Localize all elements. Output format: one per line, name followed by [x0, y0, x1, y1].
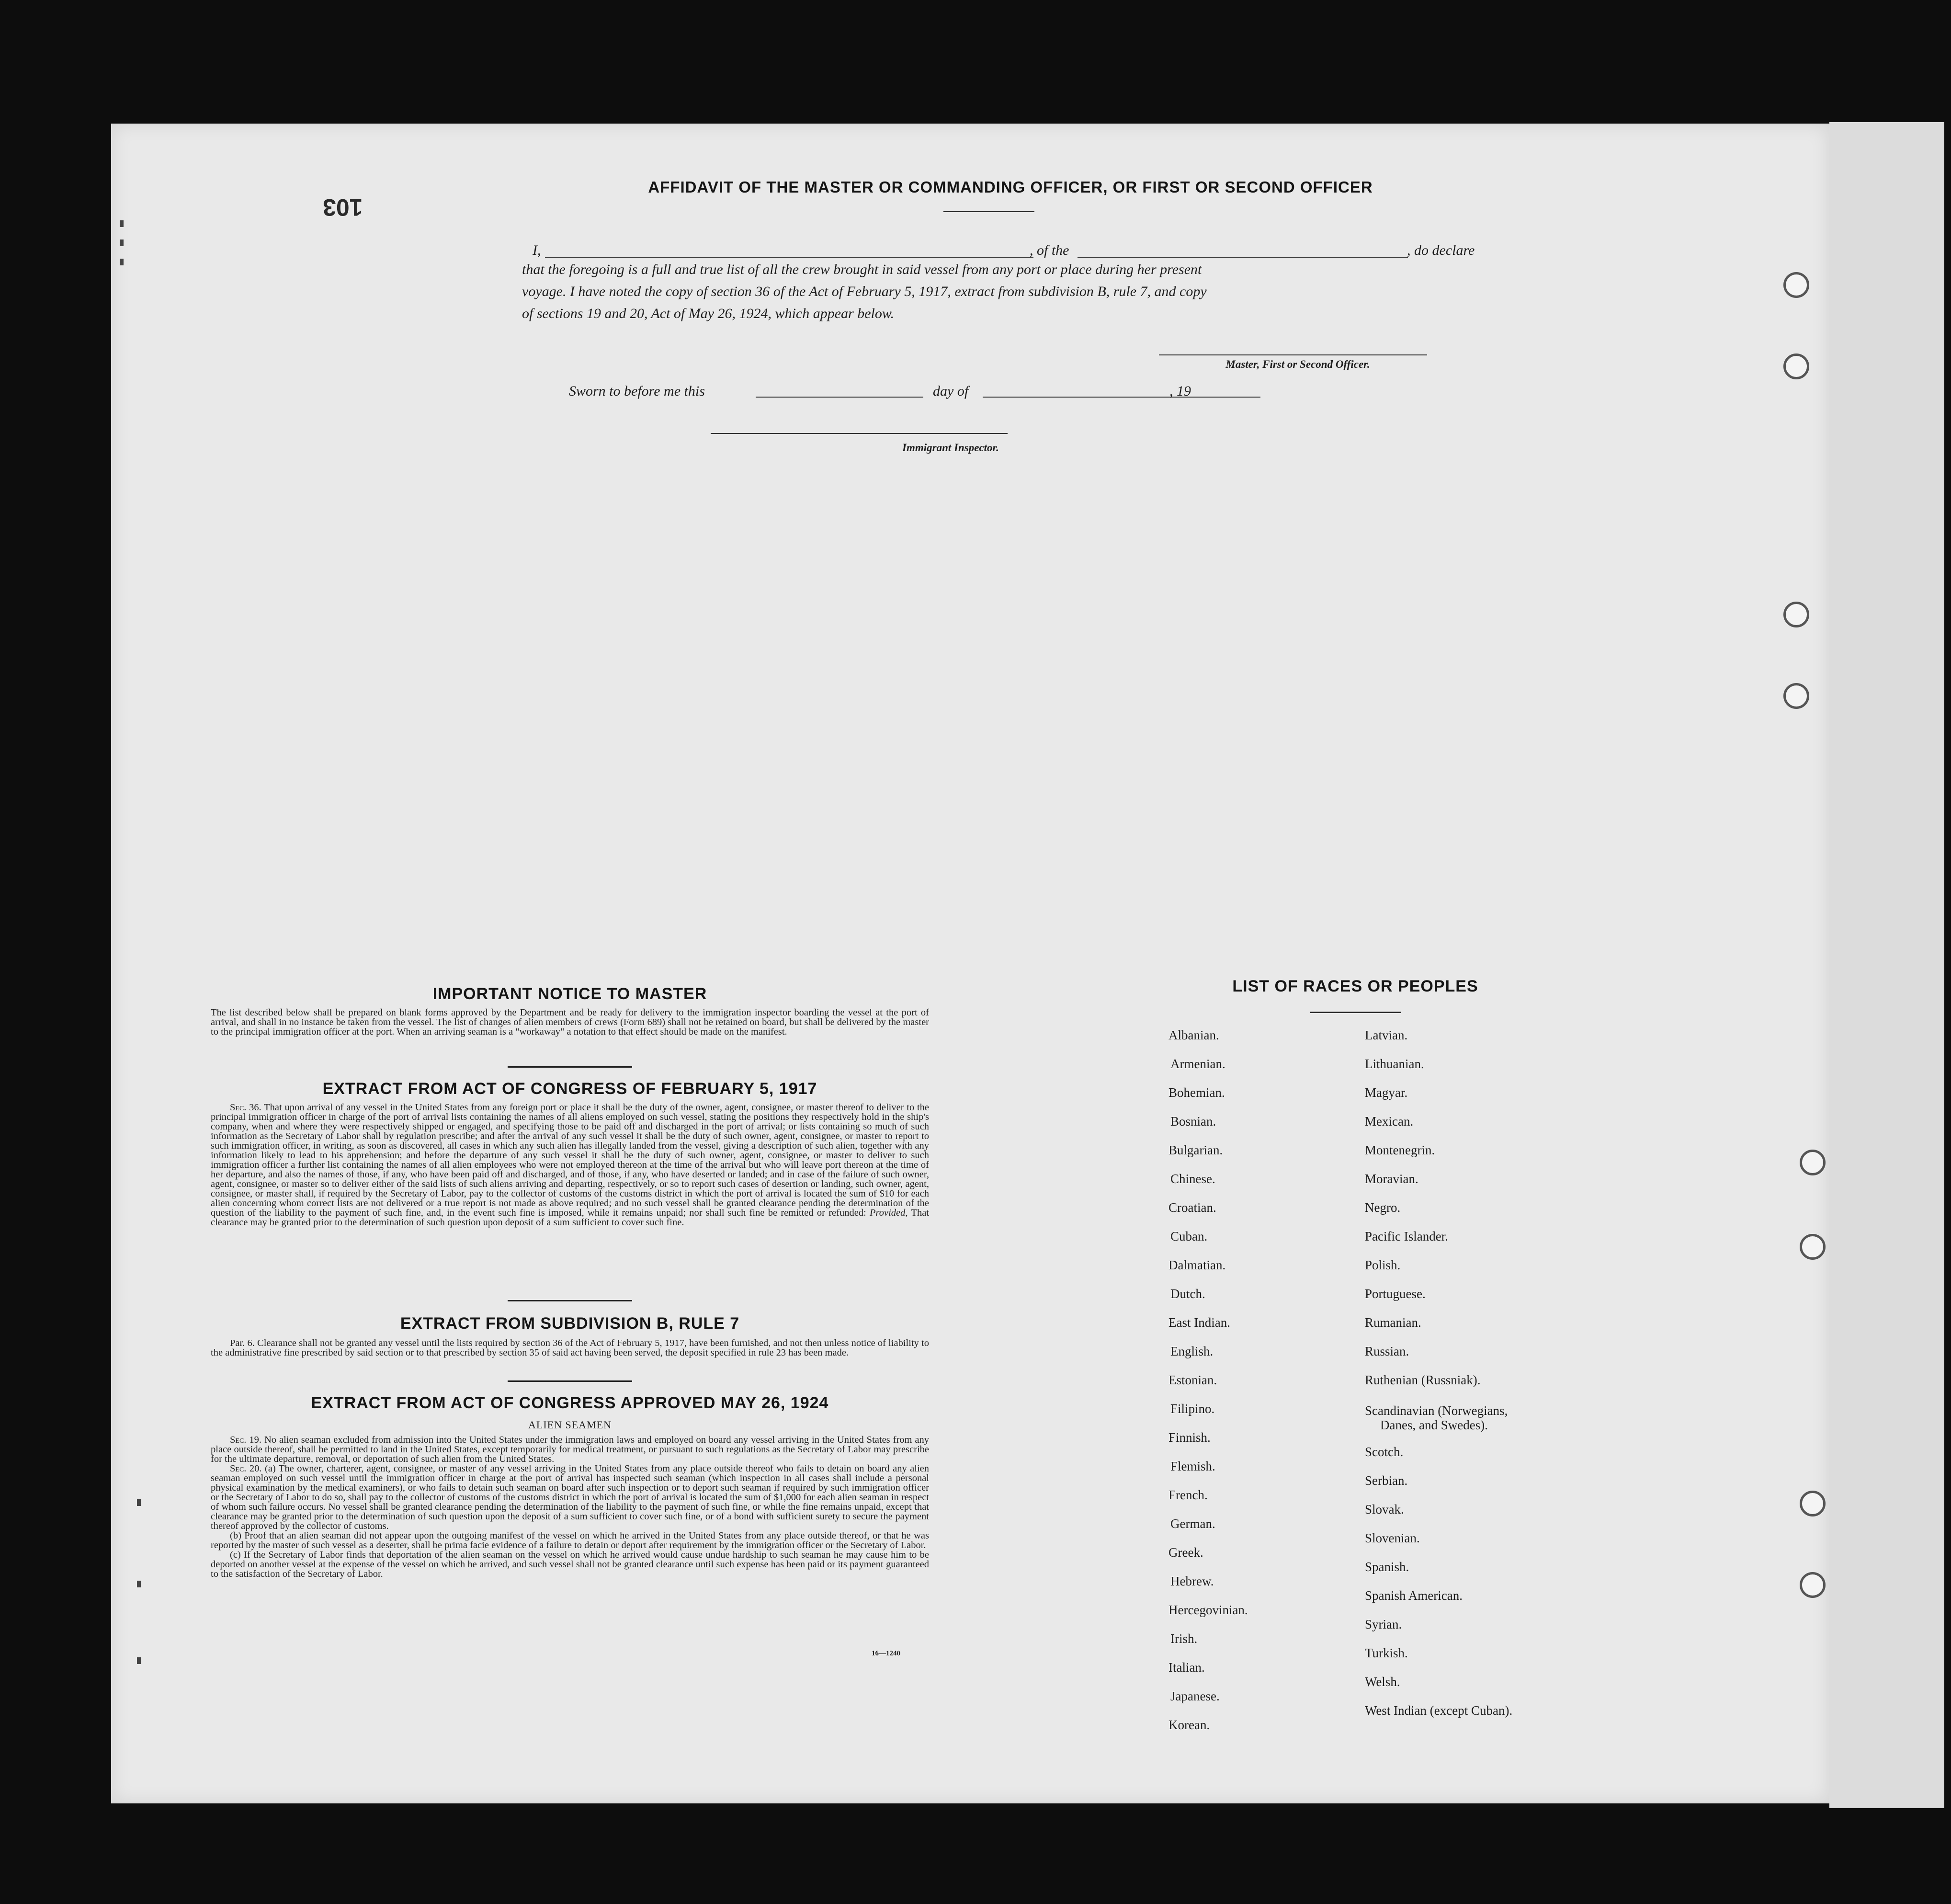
provided-label: Provided, — [870, 1208, 908, 1218]
vessel-name-blank — [1078, 257, 1408, 258]
perforation-mark — [137, 1657, 141, 1664]
race-item: Flemish. — [1170, 1459, 1215, 1473]
race-item: Cuban. — [1170, 1229, 1208, 1243]
affidavit-text-line3: voyage. I have noted the copy of section 36 of the Act of February 5, 1917, extract from subdivision B, rule 7, and copy — [522, 284, 1207, 299]
affidavit-declarant-line — [522, 239, 1480, 261]
divider — [508, 1066, 632, 1068]
race-item: Scandinavian (Norwegians, — [1365, 1403, 1508, 1418]
affidavit-do-declare-label: , do declare — [1407, 242, 1475, 258]
race-item: Japanese. — [1170, 1689, 1220, 1703]
race-item: Filipino. — [1170, 1402, 1215, 1416]
affidavit-title: AFFIDAVIT OF THE MASTER OR COMMANDING OFFICER, OR FIRST OR SECOND OFFICER — [648, 178, 1373, 196]
divider — [508, 1300, 632, 1301]
extract-rule7-text — [211, 1338, 929, 1357]
race-item: Bosnian. — [1170, 1114, 1216, 1129]
notice-text: The list described below shall be prepared on blank forms approved by the Department and be ready for delivery to the immigration inspector boarding the vessel at the port of arrival, and shall in no instance be taken from the vessel. The list of changes of alien members of crews (Form 689) shall not be retained on board, but shall be delivered by the master to the principal immigration officer at the port. When an arriving seaman is a "workaway" a notation to that effect should be made on the manifest. — [211, 1007, 929, 1037]
race-item: Russian. — [1365, 1344, 1409, 1358]
race-item: Finnish. — [1168, 1430, 1211, 1445]
race-item: Albanian. — [1168, 1028, 1219, 1042]
race-item: English. — [1170, 1344, 1214, 1358]
race-item: Syrian. — [1365, 1617, 1402, 1631]
race-item: Armenian. — [1170, 1057, 1225, 1071]
race-item: Magyar. — [1365, 1085, 1408, 1100]
race-item: Turkish. — [1365, 1646, 1408, 1660]
punch-hole — [1800, 1234, 1826, 1260]
perforation-mark — [120, 239, 124, 246]
punch-hole — [1800, 1572, 1826, 1598]
race-item: Moravian. — [1365, 1172, 1418, 1186]
race-item: Korean. — [1168, 1718, 1210, 1732]
sec20c-text: (c) If the Secretary of Labor finds that deportation of the alien seaman on the vessel on which he arrived would cause undue hardship to such seaman he may cause him to be deported on another vessel at the expense of the vessel on which he arrived, and such vessel shall not be granted clearance until such expense has been paid or its payment guaranteed to the satisfaction of the Secretary of Labor. — [211, 1550, 929, 1579]
inspector-signature-line — [711, 433, 1008, 434]
punch-hole — [1783, 272, 1809, 298]
race-item: Montenegrin. — [1365, 1143, 1435, 1157]
form-number: 16—1240 — [872, 1650, 900, 1657]
underlying-page-edge — [1829, 122, 1944, 1808]
race-item: Portuguese. — [1365, 1287, 1426, 1301]
sworn-before-label: Sworn to before me this — [569, 383, 705, 399]
sec36-text: That upon arrival of any vessel in the United States from any foreign port or place it shall be the duty of the owner, agent, consignee, or master thereof to deliver to the principal immigration officer in charge of the port of arrival lists containing the names of all aliens employed on such vessel, stating the positions they respectively hold in the ship's company, when and where they were respectively shipped or engaged, and specifying those to be paid off and discharged in the port of arrival; or lists containing so much of such information as the Secretary of Labor shall by regulation prescribe; and after the arrival of any such vessel it shall be the duty of such owner, agent, consignee, or master to report to such immigration officer, in writing, as soon as discovered, all cases in which any such alien has illegally landed from the vessel, giving a description of such alien, together with any information likely to lead to his apprehension; and before the departure of any such vessel it shall be the duty of such owner, agent, consignee, or master to deliver to such immigration officer a further list containing the names of all alien employees who were not employed thereon at the time of the arrival but who will leave port thereon at the time of her departure, and also the names of those, if any, who have been paid off and discharged, and of those, if any, who have deserted or landed; and in case of the failure of such owner, agent, consignee, or master so to deliver either of the said lists of such aliens arriving and departing, respectively, or so to report such cases of desertion or landing, such owner, agent, consignee, or master shall, if required by the Secretary of Labor, pay to the collector of customs of the customs district in which the port of arrival is located the sum of $10 for each alien concerning whom correct lists are not delivered or a true report is not made as above required; and no such vessel shall be granted clearance pending the determination of the question of the liability to the payment of such fine, and, in the event such fine is imposed, while it remains unpaid; nor shall such fine be remitted or refunded: — [211, 1102, 930, 1218]
races-left-column — [1168, 1028, 1350, 1746]
sworn-day-blank — [756, 397, 923, 398]
race-item: Scotch. — [1365, 1445, 1404, 1459]
year-label: , 19 — [1169, 383, 1191, 399]
race-item: West Indian (except Cuban). — [1365, 1703, 1513, 1718]
race-item: Mexican. — [1365, 1114, 1414, 1129]
provided-text: That clearance may be granted prior to the determination of such question upon deposit of a sum sufficient to cover such fine. — [211, 1208, 929, 1228]
punch-hole — [1783, 602, 1809, 627]
affidavit-text-line2: that the foregoing is a full and true list of all the crew brought in said vessel from any port or place during her present — [522, 262, 1202, 277]
race-item: Estonian. — [1168, 1373, 1217, 1387]
sec19-text: No alien seaman excluded from admission into the United States under the immigration laws and employed on board any vessel arriving in the United States from any place outside thereof, shall be permitted to land in the United States, except temporarily for medical treatment, or pursuant to such regulations as the Secretary of Labor may prescribe for the ultimate departure, removal, or deportation of such alien from the United States. — [211, 1435, 930, 1464]
perforation-mark — [137, 1499, 141, 1506]
page-stamp-number: 103 — [323, 194, 363, 221]
race-item: Dalmatian. — [1168, 1258, 1226, 1272]
race-item: German. — [1170, 1516, 1215, 1531]
divider — [943, 211, 1034, 212]
race-item: Dutch. — [1170, 1287, 1205, 1301]
perforation-mark — [120, 220, 124, 227]
race-item: Hebrew. — [1170, 1574, 1214, 1588]
master-signature-caption: Master, First or Second Officer. — [1225, 358, 1370, 370]
rule7-paragraph: Par. 6. Clearance shall not be granted any vessel until the lists required by section 36 of the Act of February 5, 1917, have been furnished, and not then unless notice of liability to the administrative fine prescribed by said section or to that prescribed by section 35 of said act having been served, the deposit specified in rule 23 has been made. — [211, 1338, 929, 1358]
perforation-mark — [120, 259, 124, 265]
race-item: Italian. — [1168, 1660, 1205, 1675]
sworn-year-blank — [1196, 397, 1225, 398]
sec36-label: Sec. 36. — [230, 1102, 261, 1113]
sec20a-text: (a) The owner, charterer, agent, consignee, or master of any vessel arriving in the United States from any place outside thereof who fails to detain on board any alien seaman employed on such vessel until the immigration officer in charge at the port of arrival has inspected such seaman (which inspection in all cases shall include a personal physical examination by the medical examiners), or who fails to detain such seaman on board after such inspection or to deport such seaman if required by such immigration officer or the Secretary of Labor to do so, shall pay to the collector of customs of the customs district in which the port of arrival is located the sum of $1,000 for each alien seaman in respect of whom such failure occurs. No vessel shall be granted clearance pending the determination of the liability to the payment of such fine, or while the fine remains unpaid, except that clearance may be granted prior to the determination of such question upon the deposit of a sum sufficient to cover such fine, or of a bond with sufficient surety to secure the payment thereof approved by the collector of customs. — [211, 1463, 930, 1531]
race-item: Latvian. — [1365, 1028, 1408, 1042]
race-item: Lithuanian. — [1365, 1057, 1424, 1071]
race-item: Pacific Islander. — [1365, 1229, 1448, 1243]
race-item: Slovak. — [1365, 1502, 1404, 1516]
extract-rule7-title: EXTRACT FROM SUBDIVISION B, RULE 7 — [400, 1314, 740, 1333]
affidavit-text-line4: of sections 19 and 20, Act of May 26, 1924, which appear below. — [522, 306, 895, 321]
affidavit-of-the-label: , of the — [1030, 242, 1069, 258]
race-item: Negro. — [1365, 1200, 1401, 1215]
sec19-label: Sec. 19. — [230, 1435, 262, 1445]
perforation-mark — [137, 1581, 141, 1587]
race-item: Slovenian. — [1365, 1531, 1420, 1545]
race-item: Greek. — [1168, 1545, 1203, 1560]
race-item: Serbian. — [1365, 1473, 1408, 1488]
extract-1917-title: EXTRACT FROM ACT OF CONGRESS OF FEBRUARY 5, 1917 — [322, 1080, 817, 1098]
race-item: Bohemian. — [1168, 1085, 1225, 1100]
alien-seamen-subtitle: ALIEN SEAMEN — [528, 1419, 612, 1431]
affidavit-i-label: I, — [533, 242, 541, 258]
inspector-caption: Immigrant Inspector. — [902, 442, 999, 454]
extract-1924-title: EXTRACT FROM ACT OF CONGRESS APPROVED MAY 26, 1924 — [311, 1394, 829, 1412]
race-item: Rumanian. — [1365, 1315, 1421, 1330]
race-item: Chinese. — [1170, 1172, 1215, 1186]
race-item: Irish. — [1170, 1631, 1198, 1646]
race-item: Danes, and Swedes). — [1380, 1418, 1488, 1432]
sec20b-text: (b) Proof that an alien seaman did not appear upon the outgoing manifest of the vessel on which he arrived in the United States from any place outside thereof, or that he was reported by the master of such vessel as a deserter, shall be prima facie evidence of a failure to detain or deport after requirement by the immigration officer or the Secretary of Labor. — [211, 1530, 929, 1551]
divider — [508, 1380, 632, 1382]
punch-hole — [1800, 1150, 1826, 1175]
extract-1917-text — [211, 1103, 929, 1227]
notice-title: IMPORTANT NOTICE TO MASTER — [432, 985, 707, 1003]
declarant-name-blank — [545, 257, 1033, 258]
punch-hole — [1783, 353, 1809, 379]
divider — [1310, 1012, 1401, 1013]
race-item: Welsh. — [1365, 1675, 1400, 1689]
punch-hole — [1783, 683, 1809, 709]
races-title: LIST OF RACES OR PEOPLES — [1232, 977, 1478, 995]
day-of-label: day of — [933, 383, 969, 399]
race-item: East Indian. — [1168, 1315, 1230, 1330]
sworn-line — [569, 383, 1239, 404]
race-item: Spanish American. — [1365, 1588, 1463, 1603]
race-item: Spanish. — [1365, 1560, 1409, 1574]
races-right-column — [1365, 1028, 1633, 1746]
race-item: Bulgarian. — [1168, 1143, 1223, 1157]
sec20-label: Sec. 20. — [230, 1463, 262, 1474]
extract-1924-text — [211, 1435, 929, 1579]
master-signature-line — [1159, 354, 1427, 355]
race-item: Ruthenian (Russniak). — [1365, 1373, 1481, 1387]
race-item: French. — [1168, 1488, 1208, 1502]
race-item: Polish. — [1365, 1258, 1401, 1272]
punch-hole — [1800, 1491, 1826, 1516]
race-item: Hercegovinian. — [1168, 1603, 1248, 1617]
race-item: Croatian. — [1168, 1200, 1216, 1215]
